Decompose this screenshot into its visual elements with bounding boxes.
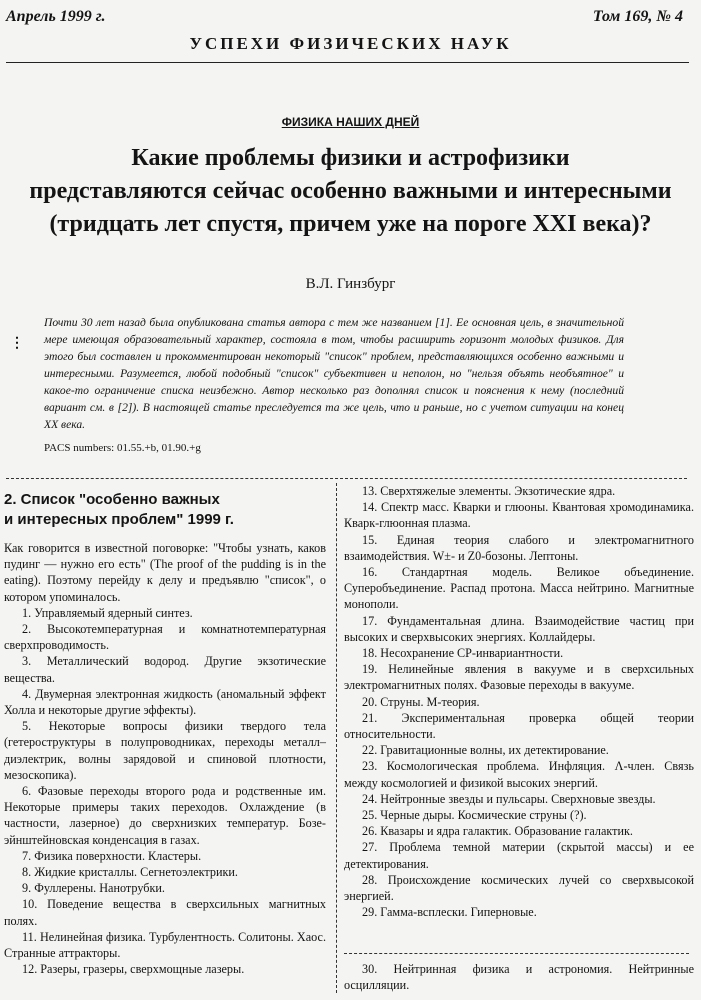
left-column: [4, 490, 326, 977]
section2-heading-line: и интересных проблем" 1999 г.: [4, 511, 234, 528]
right-column: [344, 483, 694, 920]
journal-title: УСПЕХИ ФИЗИЧЕСКИХ НАУК: [189, 34, 512, 53]
list-item: 6. Фазовые переходы второго рода и родственные им. Некоторые примеры таких переходов. Охлаждение (в частности, лазерное) до сверхнизких температур. Бозе-эйнштейновская конденсация в газах.: [4, 784, 326, 847]
list-item: 13. Сверхтяжелые элементы. Экзотические ядра.: [362, 484, 616, 498]
list-item: 26. Квазары и ядра галактик. Образование галактик.: [362, 824, 633, 839]
author: В.Л. Гинзбург: [305, 276, 396, 292]
pacs-numbers: PACS numbers: 01.55.+b, 01.90.+g: [44, 442, 201, 454]
title-line: (тридцать лет спустя, причем уже на пороге XXI века)?: [49, 211, 652, 237]
list-item: 14. Спектр масс. Кварки и глюоны. Квантовая хромодинамика. Кварк-глюонная плазма.: [344, 500, 694, 531]
list-item: 1. Управляемый ядерный синтез.: [22, 605, 193, 620]
header-volume: Том 169, № 4: [592, 8, 683, 25]
header-date: Апрель 1999 г.: [6, 8, 106, 25]
list-item: 12. Разеры, гразеры, сверхмощные лазеры.: [22, 962, 245, 977]
separator-rule: [6, 478, 687, 479]
list-item: 18. Несохранение CP-инвариантности.: [362, 646, 564, 661]
list-item: 5. Некоторые вопросы физики твердого тела (гетероструктуры в полупроводниках, переходы металл–диэлектрик, волны зарядовой и спиновой плотности, мезоскопика).: [4, 719, 326, 782]
list-item: 30. Нейтринная физика и астрономия. Нейтринные осцилляции.: [344, 962, 694, 993]
list-item: 17. Фундаментальная длина. Взаимодействие частиц при высоких и сверхвысоких энергиях. Коллайдеры.: [344, 613, 694, 644]
list-item: 22. Гравитационные волны, их детектирование.: [362, 743, 609, 758]
list-item: 2. Высокотемпературная и комнатнотемпературная сверхпроводимость.: [4, 622, 326, 653]
list-item: 23. Космологическая проблема. Инфляция. Λ-член. Связь между космологией и физикой высоких энергий.: [344, 759, 694, 790]
column-divider: [336, 483, 337, 993]
margin-tick: ⋮: [10, 336, 24, 351]
list-item: 19. Нелинейные явления в вакууме и в сверхсильных электромагнитных полях. Фазовые переходы в вакууме.: [344, 662, 694, 693]
list-item: 25. Черные дыры. Космические струны (?).: [362, 808, 587, 823]
list-item: 3. Металлический водород. Другие экзотические вещества.: [4, 654, 326, 685]
list-item: 16. Стандартная модель. Великое объединение. Суперобъединение. Распад протона. Масса нейтрино. Магнитные монополи.: [344, 565, 694, 612]
last-item-block: [344, 961, 694, 993]
header-rule: [6, 62, 689, 63]
list-item: 15. Единая теория слабого и электромагнитного взаимодействия. W±- и Z0-бозоны. Лептоны.: [344, 532, 694, 563]
section-label: ФИЗИКА НАШИХ ДНЕЙ: [281, 115, 420, 129]
abstract: Почти 30 лет назад была опубликована статья автора с тем же названием [1]. Ее основная цель, в значительной мере имеющая образовательный характер, состояла в том, чтобы расширить горизонт молодых физиков. Для этого был составлен и прокомментирован некоторый "список" проблем, представляющихся особенно важными и интересными. Разумеется, любой подобный "список" субъективен и неполон, но "нельзя объять необъятное" и какое-то ограничение списка неизбежно. Автор несколько раз дополнял список и пояснения к нему (последний вариант см. в [2]). В настоящей статье преследуется та же цель, что и раньше, но с учетом ситуации на конец XX века.: [44, 316, 624, 431]
list-item: 21. Экспериментальная проверка общей теории относительности.: [344, 710, 694, 742]
list-item: 11. Нелинейная физика. Турбулентность. Солитоны. Хаос. Странные аттракторы.: [4, 929, 326, 961]
list-item: 27. Проблема темной материи (скрытой массы) и ее детектирования.: [344, 840, 694, 871]
article-title: [20, 142, 681, 241]
title-line: представляются сейчас особенно важными и интересными: [29, 178, 672, 204]
list-item: 20. Струны. M-теория.: [362, 694, 480, 709]
bottom-rule: [344, 953, 689, 954]
list-item: 28. Происхождение космических лучей со сверхвысокой энергией.: [344, 872, 694, 904]
title-line: Какие проблемы физики и астрофизики: [131, 145, 570, 171]
section2-heading-line: 2. Список "особенно важных: [4, 491, 220, 508]
list-item: 29. Гамма-всплески. Гиперновые.: [362, 905, 537, 920]
list-item: 10. Поведение вещества в сверхсильных магнитных полях.: [4, 897, 326, 928]
section2-heading: [4, 490, 326, 530]
list-item: 9. Фуллерены. Нанотрубки.: [22, 881, 165, 896]
list-item: 4. Двумерная электронная жидкость (аномальный эффект Холла и некоторые другие эффекты).: [4, 686, 326, 718]
intro-paragraph: Как говорится в известной поговорке: "Чтобы узнать, каков пудинг — нужно его есть" (The proof of the pudding is in the eating). Поэтому перейду к делу и предъявлю "список", о котором упоминалось.: [4, 541, 326, 604]
list-item: 24. Нейтронные звезды и пульсары. Сверхновые звезды.: [362, 791, 656, 806]
list-item: 7. Физика поверхности. Кластеры.: [22, 848, 202, 863]
list-item: 8. Жидкие кристаллы. Сегнетоэлектрики.: [22, 865, 238, 880]
